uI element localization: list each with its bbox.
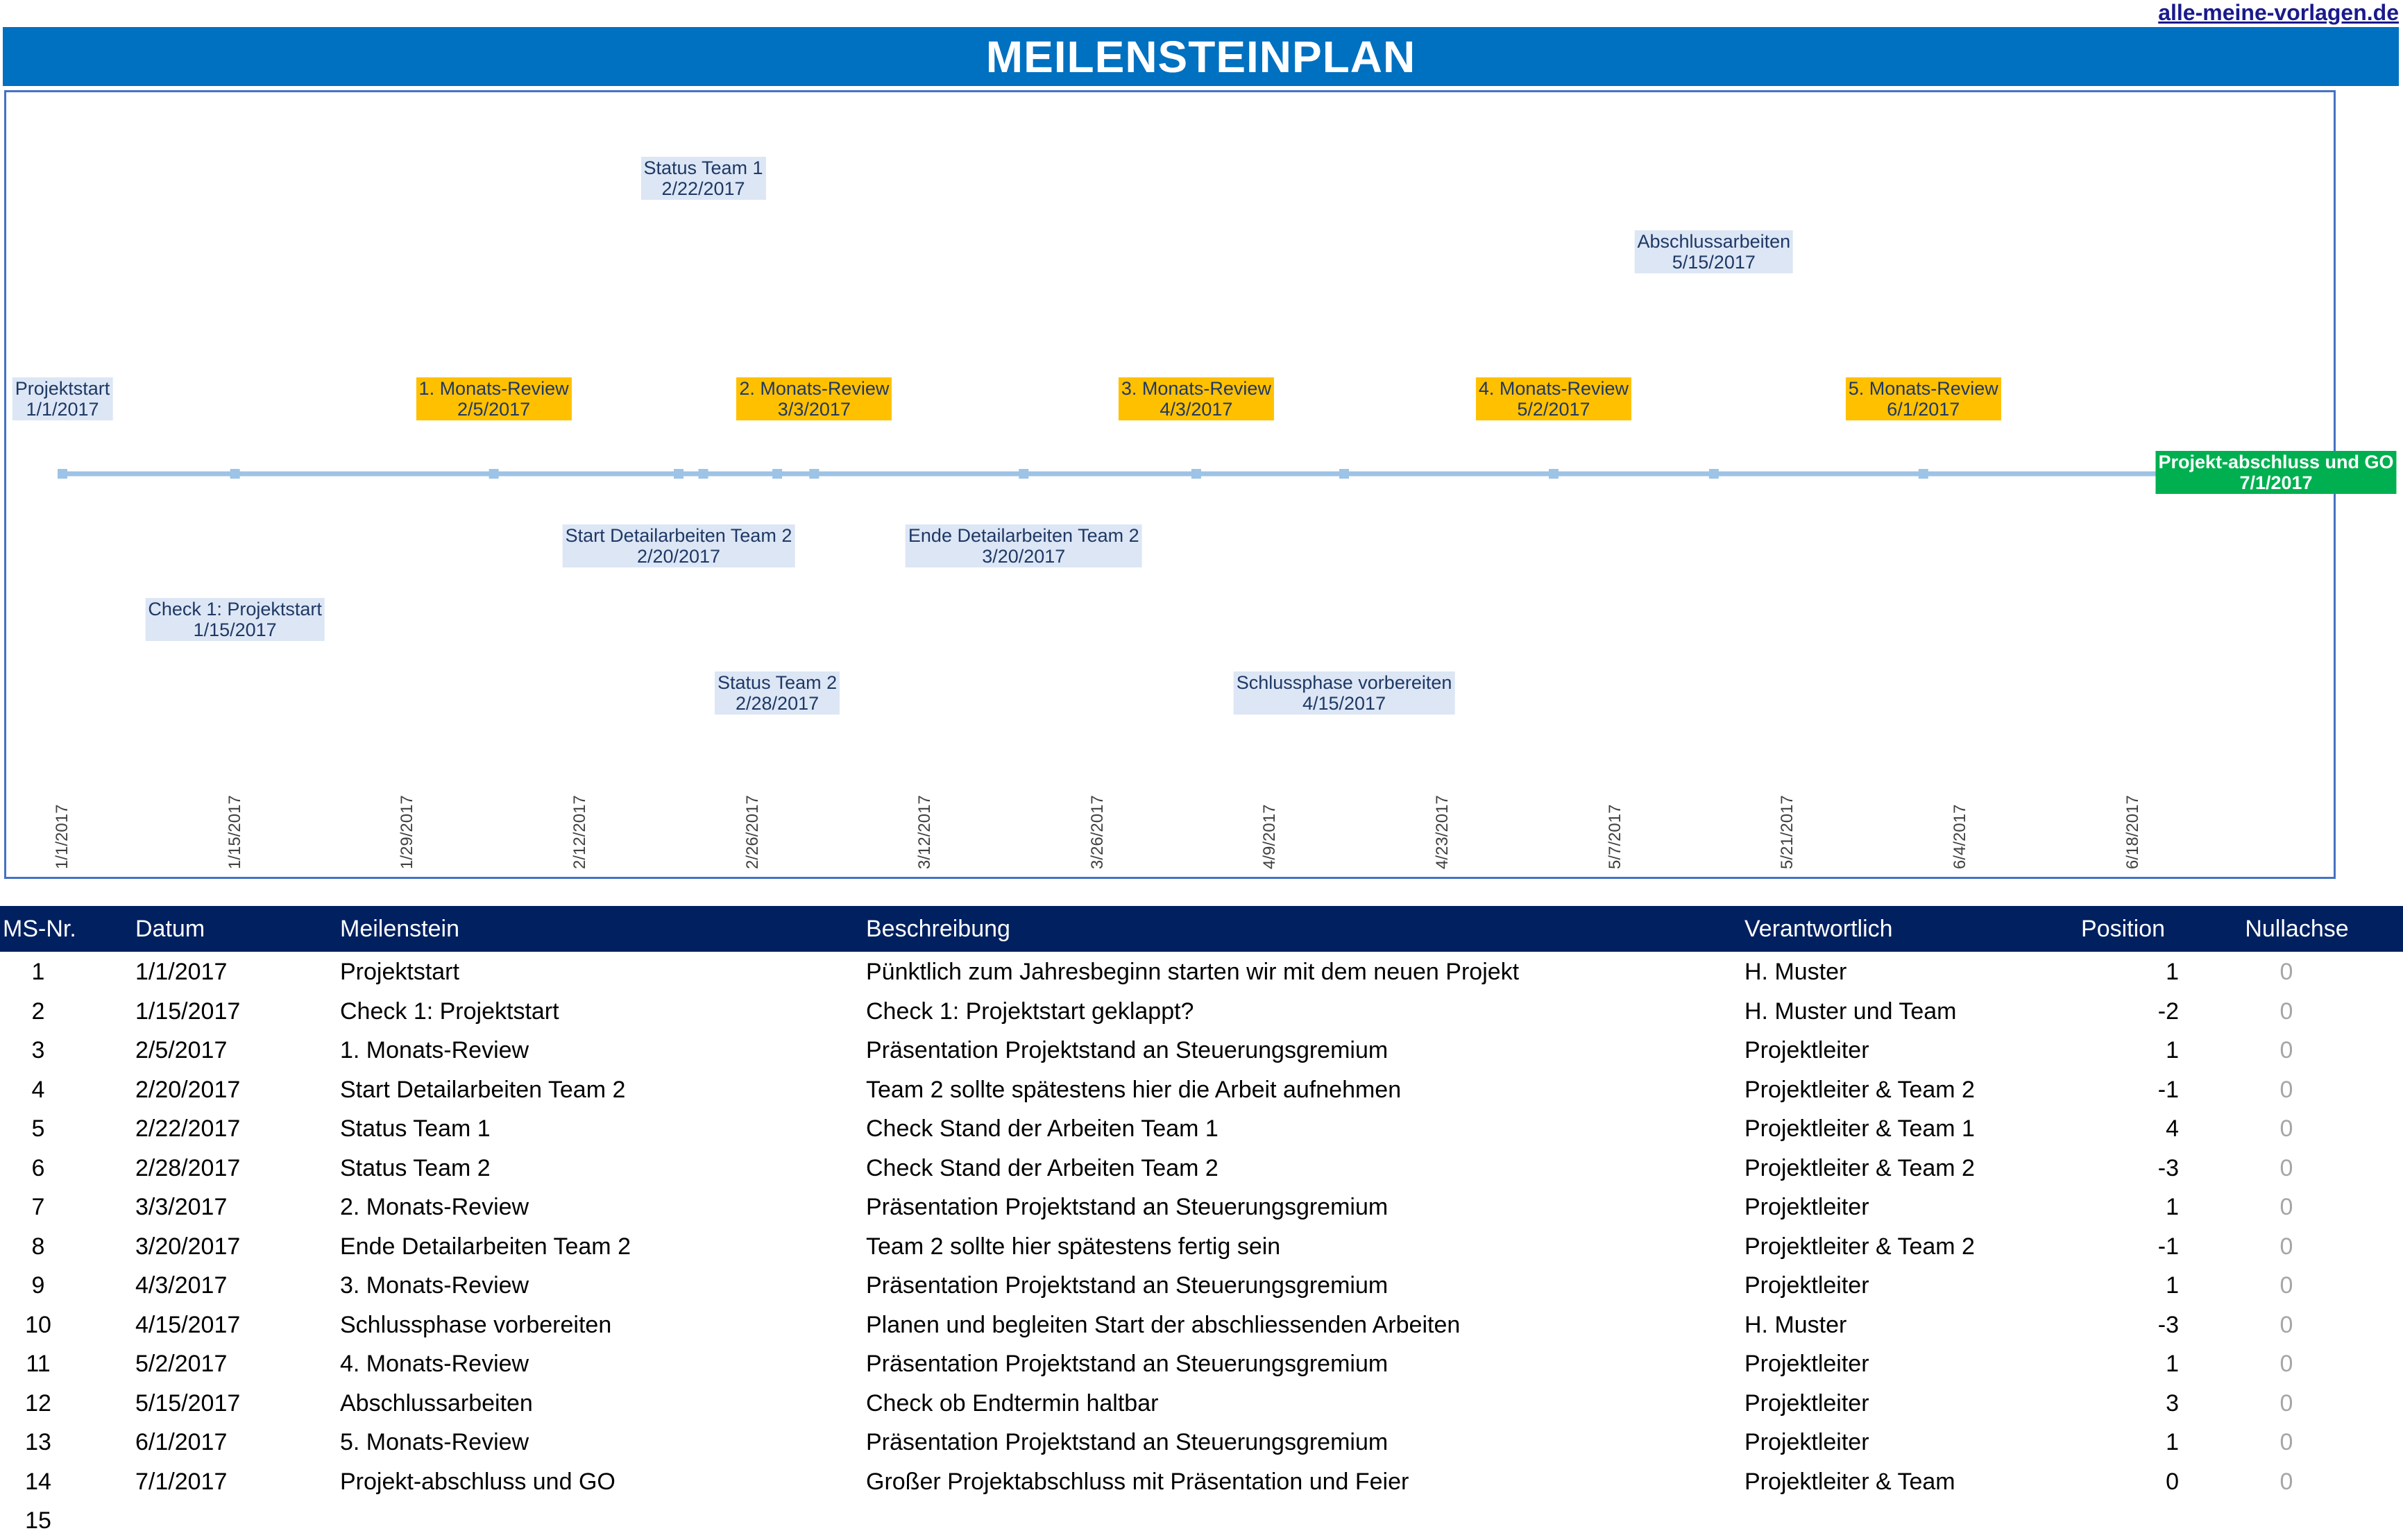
cell-milestone: Start Detailarbeiten Team 2 (340, 1076, 626, 1103)
header-description: Beschreibung (866, 916, 1010, 942)
milestone-marker (809, 469, 819, 479)
cell-responsible: Projektleiter & Team 1 (1744, 1115, 1975, 1142)
cell-ms-nr: 4 (31, 1076, 45, 1103)
table-row[interactable] (0, 1070, 2403, 1109)
cell-zero-axis: 0 (2279, 1272, 2293, 1299)
cell-date: 2/20/2017 (135, 1076, 241, 1103)
x-axis-tick-label: 3/26/2017 (1087, 795, 1107, 869)
cell-zero-axis: 0 (2279, 1115, 2293, 1142)
milestone-label (1635, 230, 1794, 273)
cell-milestone: 3. Monats-Review (340, 1272, 529, 1299)
cell-zero-axis: 0 (2279, 1311, 2293, 1338)
cell-description: Präsentation Projektstand an Steuerungsgremium (866, 1429, 1389, 1455)
cell-responsible: H. Muster und Team (1744, 998, 1957, 1025)
cell-milestone: Status Team 2 (340, 1154, 491, 1181)
cell-date: 4/3/2017 (135, 1272, 228, 1299)
x-axis-tick-label: 5/21/2017 (1778, 795, 1797, 869)
cell-responsible: H. Muster (1744, 959, 1847, 985)
cell-description: Planen und begleiten Start der abschliessenden Arbeiten (866, 1311, 1461, 1338)
page-title: MEILENSTEINPLAN (3, 27, 2399, 86)
milestone-label-name: Schlussphase vorbereiten (1236, 672, 1452, 693)
cell-ms-nr: 11 (26, 1351, 51, 1377)
cell-date: 7/1/2017 (135, 1468, 228, 1495)
milestone-label-name: 2. Monats-Review (739, 378, 890, 399)
milestone-label-name: Start Detailarbeiten Team 2 (565, 525, 792, 546)
cell-ms-nr: 8 (31, 1233, 45, 1260)
cell-date: 4/15/2017 (135, 1311, 241, 1338)
table-row[interactable] (0, 1187, 2403, 1226)
cell-date: 3/3/2017 (135, 1194, 228, 1220)
milestone-label-date: 6/1/2017 (1887, 399, 1960, 420)
cell-date: 3/20/2017 (135, 1233, 241, 1260)
milestone-label-date: 3/20/2017 (982, 546, 1066, 567)
x-axis-tick-label: 5/7/2017 (1605, 804, 1624, 869)
cell-zero-axis: 0 (2279, 1076, 2293, 1103)
x-axis-tick-label: 4/9/2017 (1260, 804, 1280, 869)
x-axis-tick-label: 2/12/2017 (570, 795, 589, 869)
milestone-marker (699, 469, 708, 479)
cell-ms-nr: 10 (25, 1311, 51, 1338)
x-axis-tick-label: 1/15/2017 (225, 795, 244, 869)
milestone-marker (674, 469, 683, 479)
table-row[interactable] (0, 1462, 2403, 1501)
cell-ms-nr: 13 (25, 1429, 51, 1455)
cell-zero-axis: 0 (2279, 1429, 2293, 1455)
milestone-label-name: 4. Monats-Review (1478, 378, 1629, 399)
cell-milestone: Schlussphase vorbereiten (340, 1311, 612, 1338)
cell-ms-nr: 1 (31, 959, 45, 985)
cell-milestone: Ende Detailarbeiten Team 2 (340, 1233, 631, 1260)
cell-description: Check 1: Projektstart geklappt? (866, 998, 1194, 1025)
cell-zero-axis: 0 (2279, 1194, 2293, 1220)
table-row[interactable] (0, 1422, 2403, 1462)
cell-milestone: 2. Monats-Review (340, 1194, 529, 1220)
cell-description: Team 2 sollte hier spätestens fertig sein (866, 1233, 1281, 1260)
site-link[interactable]: alle-meine-vorlagen.de (2158, 0, 2399, 25)
cell-zero-axis: 0 (2279, 1037, 2293, 1063)
milestone-table (0, 906, 2403, 1540)
milestone-label-name: Check 1: Projektstart (148, 599, 322, 619)
cell-position: 4 (2166, 1115, 2179, 1142)
milestone-label-name: 5. Monats-Review (1848, 378, 1998, 399)
milestone-marker (489, 469, 499, 479)
header-zero-axis: Nullachse (2245, 916, 2349, 942)
x-axis-tick-label: 3/12/2017 (915, 795, 935, 869)
table-row[interactable] (0, 1265, 2403, 1305)
milestone-label-date: 5/15/2017 (1672, 252, 1756, 273)
cell-zero-axis: 0 (2279, 1154, 2293, 1181)
cell-milestone: Abschlussarbeiten (340, 1389, 533, 1417)
milestone-marker (230, 469, 240, 479)
cell-date: 2/22/2017 (135, 1115, 241, 1142)
milestone-marker (58, 469, 67, 479)
cell-description: Check Stand der Arbeiten Team 1 (866, 1115, 1219, 1142)
cell-date: 5/15/2017 (135, 1389, 241, 1417)
cell-milestone: Projektstart (340, 959, 459, 985)
cell-responsible: Projektleiter & Team 2 (1744, 1233, 1975, 1260)
milestone-marker (1191, 469, 1201, 479)
cell-ms-nr: 9 (31, 1272, 45, 1299)
milestone-label-name: Abschlussarbeiten (1637, 231, 1791, 252)
milestone-label-name: Status Team 1 (643, 157, 763, 178)
cell-description: Team 2 sollte spätestens hier die Arbeit aufnehmen (866, 1076, 1402, 1103)
x-axis-tick-label: 4/23/2017 (1433, 795, 1452, 869)
header-milestone: Meilenstein (340, 916, 459, 942)
cell-position: 1 (2166, 959, 2179, 985)
milestone-label (1234, 671, 1455, 715)
milestone-label-name: 3. Monats-Review (1121, 378, 1271, 399)
milestone-label-date: 4/15/2017 (1302, 693, 1386, 714)
milestone-label (906, 524, 1142, 567)
milestone-label-date: 3/3/2017 (777, 399, 851, 420)
cell-milestone: 4. Monats-Review (340, 1351, 529, 1377)
milestone-label-date: 2/22/2017 (661, 178, 745, 199)
cell-description: Check Stand der Arbeiten Team 2 (866, 1154, 1219, 1181)
milestone-marker (1019, 469, 1028, 479)
cell-milestone: Projekt-abschluss und GO (340, 1468, 615, 1495)
cell-date: 2/28/2017 (135, 1154, 241, 1181)
table-row[interactable] (0, 1500, 2403, 1540)
milestone-chart-svg (6, 92, 2334, 877)
milestone-label-name: Projekt-abschluss und GO (2158, 452, 2394, 472)
cell-position: -1 (2157, 1233, 2179, 1260)
cell-position: 1 (2166, 1272, 2179, 1299)
header-position: Position (2081, 916, 2165, 942)
cell-zero-axis: 0 (2279, 959, 2293, 985)
milestone-label-date: 4/3/2017 (1160, 399, 1233, 420)
milestone-label (736, 377, 892, 420)
cell-milestone: Status Team 1 (340, 1115, 491, 1142)
milestone-marker (1549, 469, 1559, 479)
cell-zero-axis: 0 (2279, 1233, 2293, 1260)
cell-position: -1 (2157, 1076, 2179, 1103)
cell-responsible: Projektleiter & Team 2 (1744, 1076, 1975, 1103)
cell-ms-nr: 2 (31, 998, 45, 1025)
x-axis-tick-label: 6/4/2017 (1951, 804, 1970, 869)
table-row[interactable] (0, 1148, 2403, 1188)
milestone-marker (1709, 469, 1719, 479)
milestone-label-name: Status Team 2 (717, 672, 838, 693)
table-header-row (0, 906, 2403, 952)
cell-ms-nr: 3 (31, 1037, 45, 1063)
cell-position: 0 (2166, 1468, 2179, 1495)
table-row[interactable] (0, 1226, 2403, 1266)
table-row[interactable] (0, 991, 2403, 1031)
cell-position: -3 (2157, 1311, 2179, 1338)
table-row[interactable] (0, 1030, 2403, 1070)
header-date: Datum (135, 916, 205, 942)
milestone-label (640, 157, 765, 200)
cell-ms-nr: 15 (25, 1507, 51, 1534)
table-row[interactable] (0, 1383, 2403, 1423)
cell-description: Großer Projektabschluss mit Präsentation und Feier (866, 1468, 1409, 1495)
milestone-label (2155, 451, 2396, 494)
milestone-chart (4, 90, 2394, 879)
header-ms-nr: MS-Nr. (3, 916, 76, 942)
cell-zero-axis: 0 (2279, 998, 2293, 1025)
cell-zero-axis: 0 (2279, 1468, 2293, 1495)
milestone-label-name: Projektstart (15, 378, 110, 399)
cell-ms-nr: 7 (31, 1194, 45, 1220)
milestone-label-date: 2/28/2017 (736, 693, 820, 714)
table-row[interactable] (0, 1344, 2403, 1383)
milestone-label-date: 2/5/2017 (457, 399, 531, 420)
milestone-label (1119, 377, 1274, 420)
header-responsible: Verantwortlich (1744, 916, 1893, 942)
milestone-label-date: 1/15/2017 (193, 619, 277, 640)
cell-position: -2 (2157, 998, 2179, 1025)
cell-ms-nr: 5 (31, 1115, 45, 1142)
cell-responsible: Projektleiter & Team (1744, 1468, 1955, 1495)
milestone-label (1476, 377, 1631, 420)
cell-position: 1 (2166, 1351, 2179, 1377)
cell-responsible: Projektleiter (1744, 1272, 1869, 1299)
cell-description: Pünktlich zum Jahresbeginn starten wir mit dem neuen Projekt (866, 959, 1520, 985)
milestone-label (12, 377, 113, 420)
cell-description: Präsentation Projektstand an Steuerungsgremium (866, 1037, 1389, 1063)
milestone-label-name: 1. Monats-Review (418, 378, 569, 399)
cell-date: 5/2/2017 (135, 1351, 228, 1377)
x-axis-tick-label: 1/29/2017 (398, 795, 417, 869)
table-row[interactable] (0, 1109, 2403, 1148)
cell-milestone: 1. Monats-Review (340, 1037, 529, 1063)
milestone-label-date: 1/1/2017 (26, 399, 99, 420)
cell-position: 1 (2166, 1037, 2179, 1063)
cell-position: 1 (2166, 1429, 2179, 1455)
milestone-label (145, 598, 325, 641)
cell-milestone: 5. Monats-Review (340, 1429, 529, 1455)
cell-zero-axis: 0 (2279, 1389, 2293, 1417)
cell-responsible: Projektleiter (1744, 1037, 1869, 1063)
milestone-marker (1339, 469, 1349, 479)
cell-responsible: Projektleiter & Team 2 (1744, 1154, 1975, 1181)
milestone-label (715, 671, 840, 715)
cell-responsible: Projektleiter (1744, 1429, 1869, 1455)
x-axis-tick-label: 6/18/2017 (2123, 795, 2142, 869)
cell-responsible: Projektleiter (1744, 1351, 1869, 1377)
table-body (0, 952, 2403, 1540)
milestone-label-date: 7/1/2017 (2239, 472, 2313, 493)
milestone-marker (772, 469, 782, 479)
table-row[interactable] (0, 952, 2403, 991)
milestone-label-name: Ende Detailarbeiten Team 2 (908, 525, 1139, 546)
cell-position: 3 (2166, 1389, 2179, 1417)
x-axis-tick-label: 2/26/2017 (742, 795, 762, 869)
milestone-label (1846, 377, 2001, 420)
cell-zero-axis: 0 (2279, 1351, 2293, 1377)
cell-description: Präsentation Projektstand an Steuerungsgremium (866, 1194, 1389, 1220)
cell-description: Check ob Endtermin haltbar (866, 1389, 1159, 1417)
table-row[interactable] (0, 1305, 2403, 1344)
cell-position: -3 (2157, 1154, 2179, 1181)
cell-ms-nr: 12 (25, 1389, 51, 1417)
cell-responsible: Projektleiter (1744, 1194, 1869, 1220)
cell-milestone: Check 1: Projektstart (340, 998, 559, 1025)
milestone-label (563, 524, 795, 567)
milestone-label-date: 5/2/2017 (1517, 399, 1590, 420)
cell-responsible: H. Muster (1744, 1311, 1847, 1338)
cell-description: Präsentation Projektstand an Steuerungsgremium (866, 1351, 1389, 1377)
cell-responsible: Projektleiter (1744, 1389, 1869, 1417)
milestone-label-date: 2/20/2017 (636, 546, 721, 567)
cell-ms-nr: 6 (31, 1154, 45, 1181)
cell-position: 1 (2166, 1194, 2179, 1220)
cell-date: 2/5/2017 (135, 1037, 228, 1063)
cell-date: 1/1/2017 (135, 959, 228, 985)
milestone-label (416, 377, 572, 420)
milestone-marker (1919, 469, 1928, 479)
x-axis-tick-label: 1/1/2017 (53, 804, 71, 869)
cell-ms-nr: 14 (25, 1468, 51, 1495)
cell-date: 1/15/2017 (135, 998, 241, 1025)
cell-date: 6/1/2017 (135, 1429, 228, 1455)
cell-description: Präsentation Projektstand an Steuerungsgremium (866, 1272, 1389, 1299)
